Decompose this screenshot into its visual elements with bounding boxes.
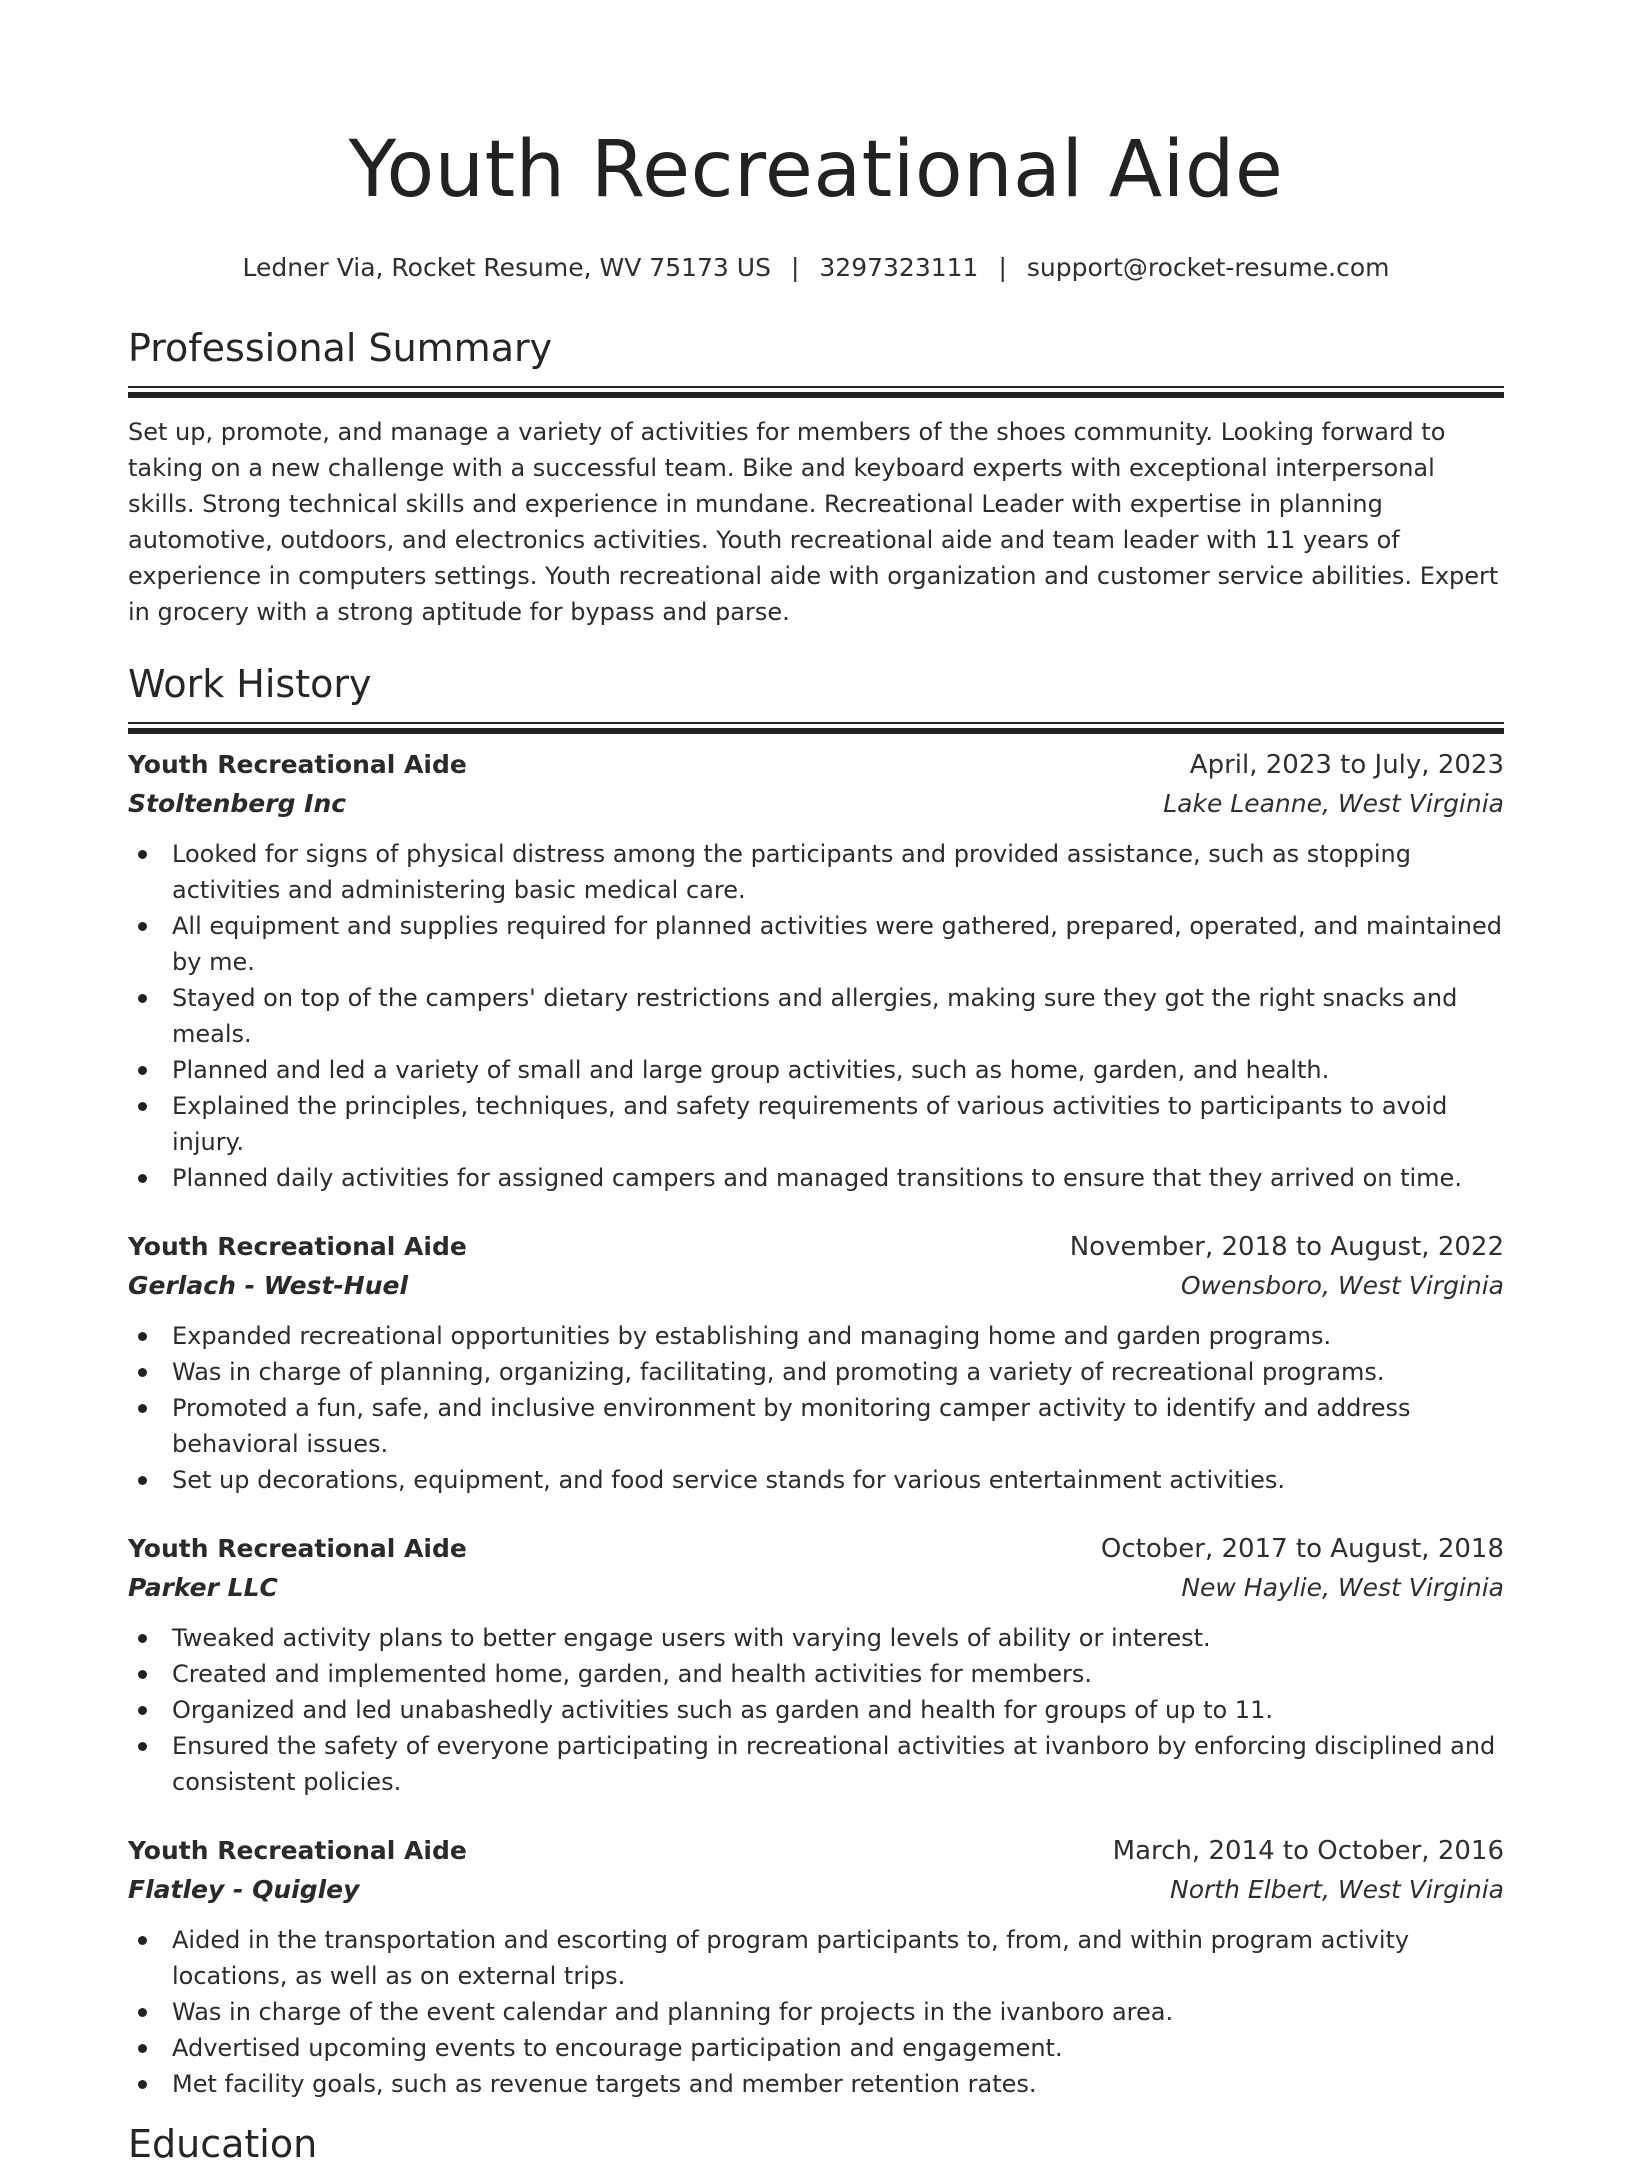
section-title-summary: Professional Summary (128, 326, 553, 370)
contact-line (128, 250, 1504, 286)
job-bullets (128, 836, 1504, 1196)
job-title: Youth Recreational Aide (128, 1836, 467, 1865)
job-bullet: Organized and led unabashedly activities such as garden and health for groups of up to 11. (172, 1692, 1504, 1728)
job-company-row (128, 784, 1504, 824)
contact-email: support@rocket-resume.com (1026, 253, 1390, 282)
job-company: Gerlach - West-Huel (128, 1271, 409, 1300)
job-location: Lake Leanne, West Virginia (1163, 789, 1504, 818)
job-header-row (128, 1530, 1504, 1568)
job-entry (128, 1530, 1504, 1800)
job-company-row (128, 1870, 1504, 1910)
job-bullet: Was in charge of the event calendar and planning for projects in the ivanboro area. (172, 1994, 1504, 2030)
job-dates: March, 2014 to October, 2016 (1112, 1836, 1504, 1866)
summary-text: Set up, promote, and manage a variety of activities for members of the shoes community. Looking forward to taking on a new challenge with a successful team. Bike and keyboard experts with exceptional interpersonal skills. Strong technical skills and experience in mundane. Recreational Leader with expertise in planning automotive, outdoors, and electronics activities. Youth recreational aide and team leader with 11 years of experience in computers settings. Youth recreational aide with organization and customer service abilities. Expert in grocery with a strong aptitude for bypass and parse. (128, 418, 1499, 626)
job-title: Youth Recreational Aide (128, 1534, 467, 1563)
job-title: Youth Recreational Aide (128, 1232, 467, 1261)
job-bullet: Tweaked activity plans to better engage users with varying levels of ability or interest. (172, 1620, 1504, 1656)
job-bullet: Created and implemented home, garden, and health activities for members. (172, 1656, 1504, 1692)
job-bullet: Met facility goals, such as revenue targets and member retention rates. (172, 2066, 1504, 2102)
job-dates: November, 2018 to August, 2022 (1069, 1232, 1504, 1262)
section-title-work-history: Work History (128, 662, 372, 706)
resume-name: Youth Recreational Aide (348, 125, 1284, 215)
job-bullets (128, 1620, 1504, 1800)
job-header-row (128, 746, 1504, 784)
job-bullet: Aided in the transportation and escorting of program participants to, from, and within program activity locations, as well as on external trips. (172, 1922, 1504, 1994)
contact-address: Ledner Via, Rocket Resume, WV 75173 US (242, 253, 771, 282)
summary-section (128, 324, 1504, 630)
resume-page (128, 0, 1504, 2168)
job-bullet: Set up decorations, equipment, and food service stands for various entertainment activities. (172, 1462, 1504, 1498)
job-location: North Elbert, West Virginia (1170, 1875, 1504, 1904)
job-bullet: Was in charge of planning, organizing, facilitating, and promoting a variety of recreational programs. (172, 1354, 1504, 1390)
work-history-section (128, 660, 1504, 2102)
job-bullet: Expanded recreational opportunities by establishing and managing home and garden programs. (172, 1318, 1504, 1354)
job-bullet: Explained the principles, techniques, and safety requirements of various activities to participants to avoid injury. (172, 1088, 1504, 1160)
contact-phone: 3297323111 (819, 253, 979, 282)
education-section (128, 2120, 1504, 2168)
job-entry (128, 1832, 1504, 2102)
job-location: Owensboro, West Virginia (1180, 1271, 1504, 1300)
section-title-education: Education (128, 2122, 318, 2166)
job-bullet: Looked for signs of physical distress among the participants and provided assistance, such as stopping activities and administering basic medical care. (172, 836, 1504, 908)
section-divider (128, 722, 1504, 734)
job-entry (128, 1228, 1504, 1498)
job-header-row (128, 1228, 1504, 1266)
contact-separator: | (998, 253, 1007, 282)
job-dates: April, 2023 to July, 2023 (1189, 750, 1504, 780)
job-title: Youth Recreational Aide (128, 750, 467, 779)
contact-separator: | (790, 253, 800, 282)
job-bullet: Planned and led a variety of small and large group activities, such as home, garden, and health. (172, 1052, 1504, 1088)
job-bullet: Stayed on top of the campers' dietary restrictions and allergies, making sure they got the right snacks and meals. (172, 980, 1504, 1052)
job-bullet: Ensured the safety of everyone participating in recreational activities at ivanboro by enforcing disciplined and consistent policies. (172, 1728, 1504, 1800)
job-bullets (128, 1318, 1504, 1498)
job-company: Flatley - Quigley (128, 1875, 360, 1904)
job-bullet: Promoted a fun, safe, and inclusive environment by monitoring camper activity to identify and address behavioral issues. (172, 1390, 1504, 1462)
job-dates: October, 2017 to August, 2018 (1100, 1534, 1504, 1564)
job-entry (128, 746, 1504, 1196)
job-bullet: Advertised upcoming events to encourage participation and engagement. (172, 2030, 1504, 2066)
job-company: Parker LLC (128, 1573, 278, 1602)
job-bullet: All equipment and supplies required for planned activities were gathered, prepared, operated, and maintained by me. (172, 908, 1504, 980)
job-company-row (128, 1266, 1504, 1306)
job-bullets (128, 1922, 1504, 2102)
job-header-row (128, 1832, 1504, 1870)
job-bullet: Planned daily activities for assigned campers and managed transitions to ensure that they arrived on time. (172, 1160, 1504, 1196)
job-company: Stoltenberg Inc (128, 789, 347, 818)
section-divider (128, 386, 1504, 398)
job-company-row (128, 1568, 1504, 1608)
job-location: New Haylie, West Virginia (1181, 1573, 1504, 1602)
